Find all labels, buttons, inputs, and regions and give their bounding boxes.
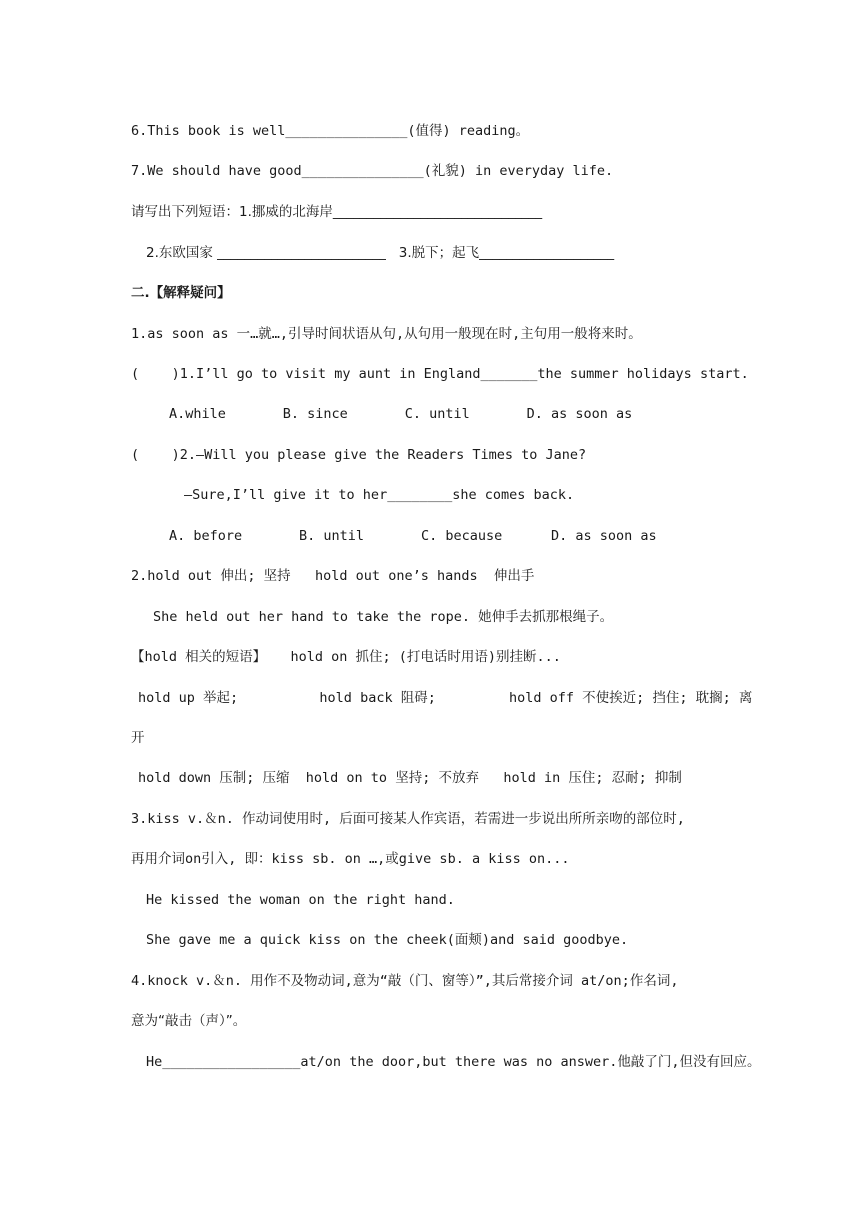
- question-1: ( )1.I’ll go to visit my aunt in England_______the summer holidays start.: [131, 366, 749, 382]
- question-2: ( )2.—Will you please give the Readers Times to Jane?: [131, 447, 587, 463]
- point-4-example: He_________________at/on the door,but there was no answer.他敲了门,但没有回应。: [146, 1054, 761, 1070]
- point-3-example-2: She gave me a quick kiss on the cheek(面颊)and said goodbye.: [146, 932, 629, 948]
- point-2: 2.hold out 伸出; 坚持 hold out one’s hands 伸出手: [131, 568, 535, 584]
- point-4-cont: 意为“敲击（声）”。: [131, 1013, 247, 1029]
- exercise-7: 7.We should have good_______________(礼貌) in everyday life.: [131, 163, 614, 179]
- question-1-options: A.while B. since C. until D. as soon as: [169, 406, 633, 422]
- point-4: 4.knock v.＆n. 用作不及物动词,意为“敲（门、窗等）”,其后常接介词 at/on;作名词,: [131, 973, 679, 989]
- question-2-options: A. before B. until C. because D. as soon as: [169, 528, 657, 544]
- section-heading: 二.【解释疑问】: [131, 285, 231, 301]
- phrases-line-1: 请写出下列短语：1.挪威的北海岸_______________________________: [131, 204, 543, 220]
- point-2-example: She held out her hand to take the rope. 她伸手去抓那根绳子。: [153, 609, 614, 625]
- exercise-6: 6.This book is well_______________(值得) reading。: [131, 123, 530, 139]
- hold-phrases-line-1-cont: 开: [131, 730, 145, 746]
- point-3: 3.kiss v.＆n. 作动词使用时, 后面可接某人作宾语，若需进一步说出所所亲吻的部位时,: [131, 811, 685, 827]
- hold-phrases-title: 【hold 相关的短语】 hold on 抓住; (打电话时用语)别挂断...: [131, 649, 561, 665]
- hold-phrases-line-1: hold up 举起; hold back 阻碍; hold off 不使挨近; 挡住; 耽搁; 离: [138, 690, 753, 706]
- phrases-line-2: 2.东欧国家 _________________________ 3.脱下；起飞____________________: [146, 245, 615, 261]
- point-3-example-1: He kissed the woman on the right hand.: [146, 892, 455, 908]
- hold-phrases-line-2: hold down 压制; 压缩 hold on to 坚持; 不放弃 hold in 压住; 忍耐; 抑制: [138, 770, 682, 786]
- question-2-reply: —Sure,I’ll give it to her________she comes back.: [184, 487, 575, 503]
- point-1: 1.as soon as 一…就…,引导时间状语从句,从句用一般现在时,主句用一般将来时。: [131, 326, 642, 342]
- point-3-cont: 再用介词on引入, 即：kiss sb. on …,或give sb. a kiss on...: [131, 851, 570, 867]
